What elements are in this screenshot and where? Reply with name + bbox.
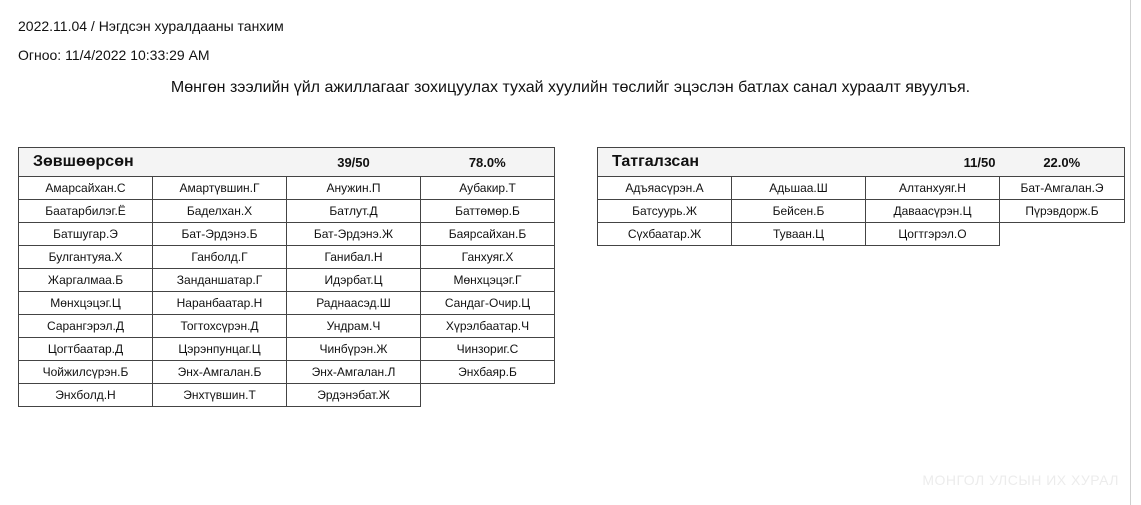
approved-row	[19, 315, 555, 338]
member-name: Амарсайхан.С	[19, 177, 153, 200]
member-name: Ганболд.Г	[153, 246, 287, 269]
rejected-header-row	[598, 148, 1125, 177]
member-name: Аубакир.Т	[421, 177, 555, 200]
member-name: Адьшаа.Ш	[732, 177, 866, 200]
session-info: 2022.11.04 / Нэгдсэн хуралдааны танхим	[18, 18, 284, 34]
member-name: Энхбаяр.Б	[421, 361, 555, 384]
approved-header-row	[19, 148, 555, 177]
member-name: Энх-Амгалан.Л	[287, 361, 421, 384]
member-name: Идэрбат.Ц	[287, 269, 421, 292]
approved-row	[19, 269, 555, 292]
member-name: Ундрам.Ч	[287, 315, 421, 338]
member-name: Баатарбилэг.Ё	[19, 200, 153, 223]
member-name: Алтанхуяг.Н	[866, 177, 1000, 200]
member-name: Цогтбаатар.Д	[19, 338, 153, 361]
approved-row	[19, 384, 555, 407]
watermark: МОНГОЛ УЛСЫН ИХ ХУРАЛ	[922, 472, 1119, 488]
member-name: Бат-Амгалан.Э	[1000, 177, 1125, 200]
member-name: Мөнхцэцэг.Г	[421, 269, 555, 292]
member-name: Баттөмөр.Б	[421, 200, 555, 223]
member-name: Булгантуяа.Х	[19, 246, 153, 269]
member-name: Батшугар.Э	[19, 223, 153, 246]
member-name: Наранбаатар.Н	[153, 292, 287, 315]
approved-row	[19, 223, 555, 246]
member-name: Батсуурь.Ж	[598, 200, 732, 223]
vote-datetime: Огноо: 11/4/2022 10:33:29 AM	[18, 47, 210, 63]
rejected-row	[598, 223, 1125, 246]
member-name: Туваан.Ц	[732, 223, 866, 246]
member-name: Мөнхцэцэг.Ц	[19, 292, 153, 315]
approved-title: Зөвшөөрсөн	[19, 148, 287, 177]
rejected-table	[597, 147, 1125, 246]
member-name: Тогтохсүрэн.Д	[153, 315, 287, 338]
member-name: Чинзориг.С	[421, 338, 555, 361]
member-name: Пүрэвдорж.Б	[1000, 200, 1125, 223]
empty-cell	[1000, 223, 1125, 246]
member-name: Сарангэрэл.Д	[19, 315, 153, 338]
member-name: Сандаг-Очир.Ц	[421, 292, 555, 315]
member-name: Энхболд.Н	[19, 384, 153, 407]
member-name: Занданшатар.Г	[153, 269, 287, 292]
approved-count: 39/50	[287, 148, 421, 177]
rejected-row	[598, 200, 1125, 223]
member-name: Бат-Эрдэнэ.Ж	[287, 223, 421, 246]
approved-row	[19, 292, 555, 315]
member-name: Чойжилсүрэн.Б	[19, 361, 153, 384]
member-name: Бейсен.Б	[732, 200, 866, 223]
rejected-count: 11/50	[866, 148, 1000, 177]
member-name: Адъяасүрэн.А	[598, 177, 732, 200]
member-name: Эрдэнэбат.Ж	[287, 384, 421, 407]
approved-table	[18, 147, 555, 407]
rejected-percent: 22.0%	[1000, 148, 1125, 177]
member-name: Чинбүрэн.Ж	[287, 338, 421, 361]
member-name: Хүрэлбаатар.Ч	[421, 315, 555, 338]
member-name: Анужин.П	[287, 177, 421, 200]
approved-row	[19, 246, 555, 269]
member-name: Ганхуяг.Х	[421, 246, 555, 269]
approved-row	[19, 361, 555, 384]
member-name: Амартүвшин.Г	[153, 177, 287, 200]
member-name: Баярсайхан.Б	[421, 223, 555, 246]
rejected-title: Татгалзсан	[598, 148, 866, 177]
approved-row	[19, 177, 555, 200]
motion-title: Мөнгөн зээлийн үйл ажиллагааг зохицуулах тухай хуулийн төслийг эцэслэн батлах санал хураалт явуулъя.	[170, 79, 971, 96]
member-name: Бат-Эрдэнэ.Б	[153, 223, 287, 246]
page-edge	[1130, 0, 1131, 505]
rejected-row	[598, 177, 1125, 200]
member-name: Ганибал.Н	[287, 246, 421, 269]
member-name: Баделхан.Х	[153, 200, 287, 223]
approved-row	[19, 200, 555, 223]
approved-row	[19, 338, 555, 361]
member-name: Энхтүвшин.Т	[153, 384, 287, 407]
empty-cell	[421, 384, 555, 407]
member-name: Энх-Амгалан.Б	[153, 361, 287, 384]
member-name: Цэрэнпунцаг.Ц	[153, 338, 287, 361]
member-name: Цогтгэрэл.О	[866, 223, 1000, 246]
member-name: Жаргалмаа.Б	[19, 269, 153, 292]
member-name: Раднаасэд.Ш	[287, 292, 421, 315]
member-name: Даваасүрэн.Ц	[866, 200, 1000, 223]
approved-percent: 78.0%	[421, 148, 555, 177]
member-name: Сүхбаатар.Ж	[598, 223, 732, 246]
member-name: Батлут.Д	[287, 200, 421, 223]
